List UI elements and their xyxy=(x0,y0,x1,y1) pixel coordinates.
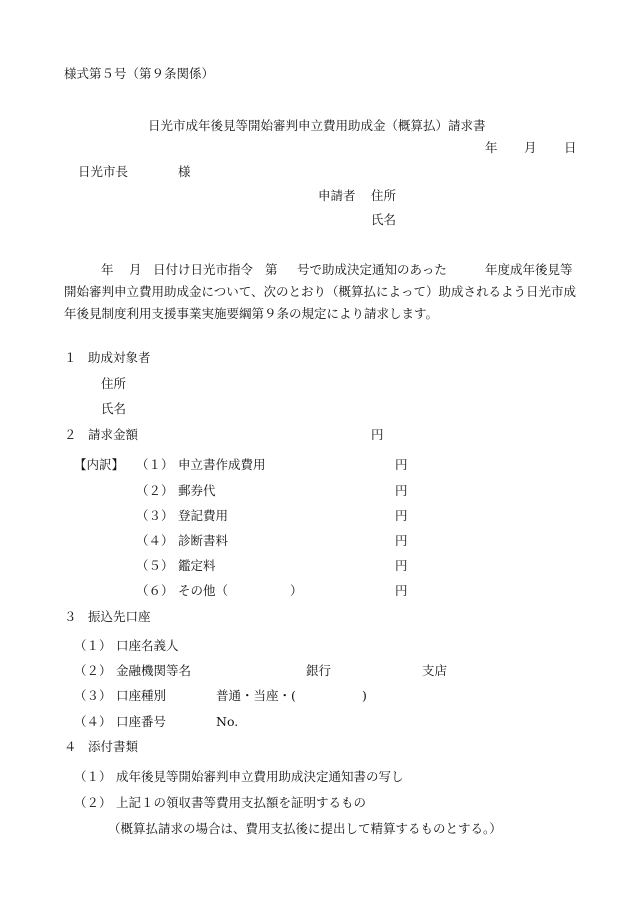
branch-suffix: 支店 xyxy=(422,663,448,678)
breakdown-item-number: （５） xyxy=(136,558,174,573)
section3-title: 振込先口座 xyxy=(88,609,151,624)
account-number-prefix: No. xyxy=(216,714,239,729)
breakdown-other-close: ） xyxy=(290,583,303,598)
account-number-label: 口座番号 xyxy=(116,714,167,729)
breakdown-item-number: （３） xyxy=(136,508,174,523)
breakdown-item-unit: 円 xyxy=(395,558,408,573)
breakdown-item-number: （１） xyxy=(136,457,174,472)
addressee-name: 日光市長 xyxy=(78,164,129,179)
breakdown-label: 【内訳】 xyxy=(74,457,125,472)
intro-no-prefix: 第 xyxy=(265,262,278,277)
form-label: 様式第５号（第９条関係） xyxy=(64,66,215,81)
breakdown-item-number: （４） xyxy=(136,533,174,548)
account-item-number: （１） xyxy=(74,638,112,653)
date-day-label: 日 xyxy=(564,140,577,155)
advance-payment-note: （概算払請求の場合は、費用支払後に提出して精算するものとする。） xyxy=(108,821,502,836)
breakdown-item-unit: 円 xyxy=(395,533,408,548)
breakdown-item-label: 診断書料 xyxy=(178,533,229,548)
intro-month: 月 xyxy=(129,262,142,277)
bank-suffix: 銀行 xyxy=(306,663,332,678)
breakdown-item-unit: 円 xyxy=(395,457,408,472)
recipient-name-label: 氏名 xyxy=(101,401,127,416)
breakdown-item-label: 申立書作成費用 xyxy=(178,457,266,472)
document-title: 日光市成年後見等開始審判申立費用助成金（概算払）請求書 xyxy=(148,118,486,133)
intro-line-3: 年後見制度利用支援事業実施要綱第９条の規定により請求します。 xyxy=(64,306,439,321)
account-holder-label: 口座名義人 xyxy=(116,638,179,653)
applicant-address-label: 住所 xyxy=(371,188,397,203)
section3-number: ３ xyxy=(64,609,77,624)
breakdown-item-unit: 円 xyxy=(395,483,408,498)
section4-number: ４ xyxy=(64,739,77,754)
account-item-number: （２） xyxy=(74,663,112,678)
breakdown-item-unit: 円 xyxy=(395,508,408,523)
intro-no-suffix: 号で助成決定通知のあった xyxy=(297,262,447,277)
total-amount-unit: 円 xyxy=(371,427,384,442)
section2-title: 請求金額 xyxy=(88,427,139,442)
recipient-address-label: 住所 xyxy=(101,376,127,391)
section1-title: 助成対象者 xyxy=(88,350,151,365)
breakdown-item-unit: 円 xyxy=(395,583,408,598)
intro-line-2: 開始審判申立費用助成金について、次のとおり（概算払によって）助成されるよう日光市成 xyxy=(64,284,577,299)
attachment-item-label: 成年後見等開始審判申立費用助成決定通知書の写し xyxy=(116,769,404,784)
addressee-honorific: 様 xyxy=(178,164,191,179)
attachment-item-number: （１） xyxy=(74,769,112,784)
account-type-close: ) xyxy=(362,688,367,703)
breakdown-item-label: 鑑定料 xyxy=(178,558,216,573)
breakdown-item-number: （６） xyxy=(136,583,174,598)
account-type-options: 普通・当座・( xyxy=(216,688,296,703)
date-month-label: 月 xyxy=(524,140,537,155)
applicant-label: 申請者 xyxy=(318,188,356,203)
intro-dated: 日付け日光市指令 xyxy=(153,262,254,277)
account-item-number: （３） xyxy=(74,688,112,703)
institution-label: 金融機関等名 xyxy=(116,663,192,678)
intro-fiscal: 年度成年後見等 xyxy=(485,262,573,277)
breakdown-item-label: 郵券代 xyxy=(178,483,216,498)
breakdown-item-number: （２） xyxy=(136,483,174,498)
attachment-item-number: （２） xyxy=(74,795,112,810)
section1-number: １ xyxy=(64,350,77,365)
breakdown-item-label: その他（ xyxy=(178,583,229,598)
applicant-name-label: 氏名 xyxy=(371,212,397,227)
attachment-item-label: 上記１の領収書等費用支払額を証明するもの xyxy=(116,795,367,810)
intro-year: 年 xyxy=(101,262,114,277)
account-type-label: 口座種別 xyxy=(116,688,167,703)
section2-number: ２ xyxy=(64,427,77,442)
account-item-number: （４） xyxy=(74,714,112,729)
date-year-label: 年 xyxy=(485,140,498,155)
breakdown-item-label: 登記費用 xyxy=(178,508,229,523)
section4-title: 添付書類 xyxy=(88,739,139,754)
